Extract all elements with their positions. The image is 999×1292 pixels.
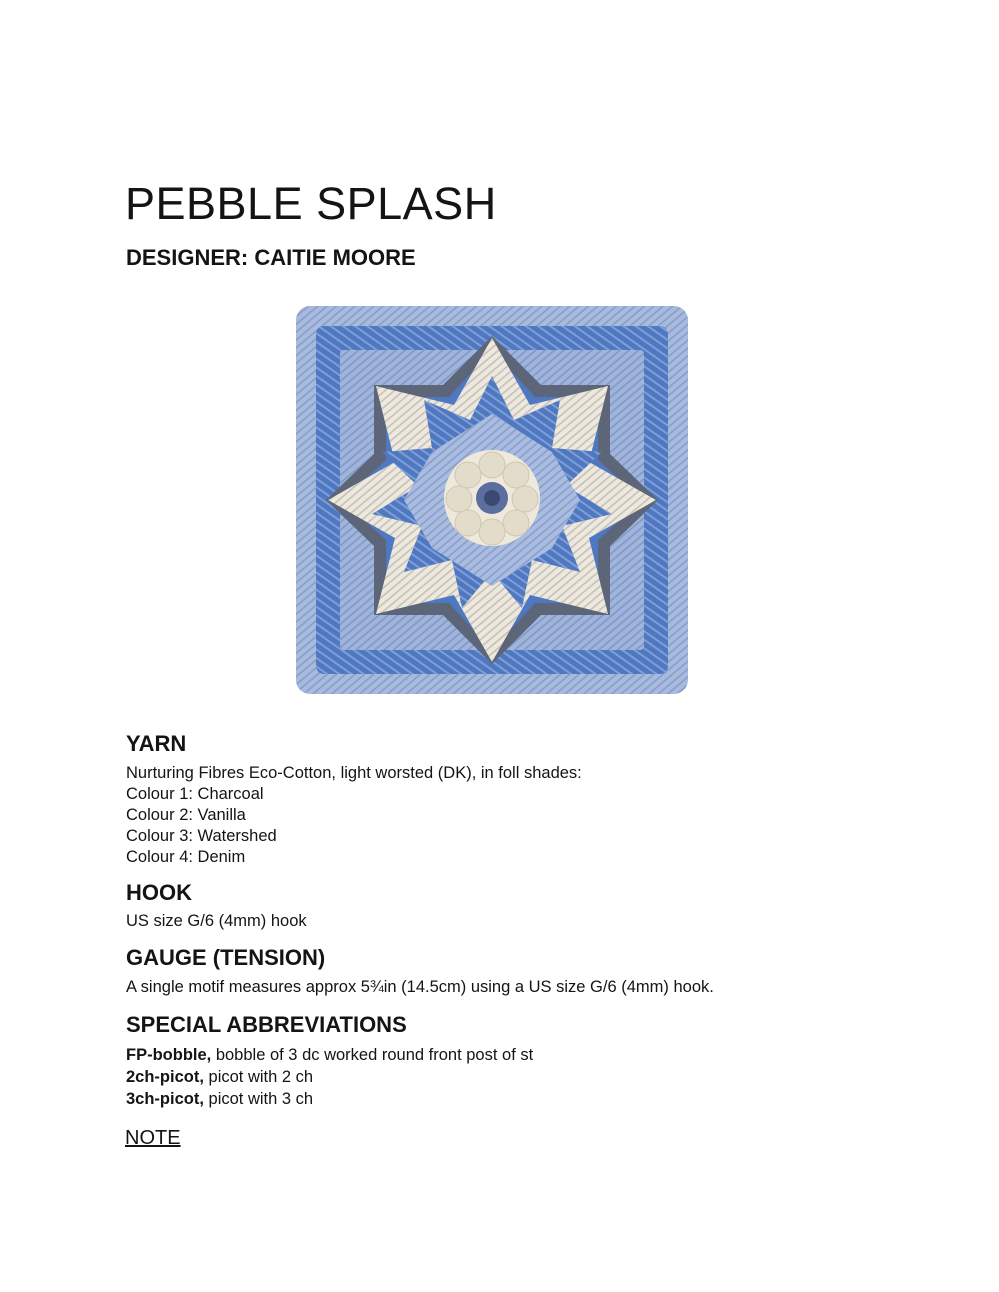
yarn-section [126,730,582,868]
abbreviation-definition: bobble of 3 dc worked round front post of st [211,1046,534,1064]
abbreviations-section [126,1011,533,1110]
hook-details: US size G/6 (4mm) hook [126,912,307,930]
hook-section [126,879,307,932]
gauge-heading: GAUGE (TENSION) [126,945,326,970]
hook-heading: HOOK [126,880,192,905]
abbreviation-term: 3ch-picot, [126,1090,204,1108]
yarn-colour-2: Colour 2: Vanilla [126,806,246,824]
gauge-section [126,944,714,998]
yarn-colour-4: Colour 4: Denim [126,848,246,866]
abbreviation-item [126,1044,533,1066]
abbreviations-list [126,1044,533,1110]
abbreviation-term: FP-bobble, [126,1046,212,1064]
yarn-description: Nurturing Fibres Eco-Cotton, light worsted (DK), in foll shades: [126,764,582,782]
yarn-colour-1: Colour 1: Charcoal [126,785,264,803]
abbreviation-item [126,1066,533,1088]
designer-credit: DESIGNER: CAITIE MOORE [126,245,416,270]
crochet-square-photo [290,302,694,698]
note-heading: NOTE [125,1127,181,1149]
abbreviation-item [126,1088,533,1110]
abbreviation-definition: picot with 3 ch [203,1090,314,1108]
abbreviation-definition: picot with 2 ch [203,1068,314,1086]
yarn-heading: YARN [126,731,187,756]
abbreviation-term: 2ch-picot, [126,1068,204,1086]
pattern-title: PEBBLE SPLASH [125,178,497,229]
yarn-colour-3: Colour 3: Watershed [126,827,277,845]
abbreviations-heading: SPECIAL ABBREVIATIONS [126,1012,407,1037]
yarn-details [126,763,582,868]
gauge-details: A single motif measures approx 5¾in (14.5cm) using a US size G/6 (4mm) hook. [126,978,714,996]
